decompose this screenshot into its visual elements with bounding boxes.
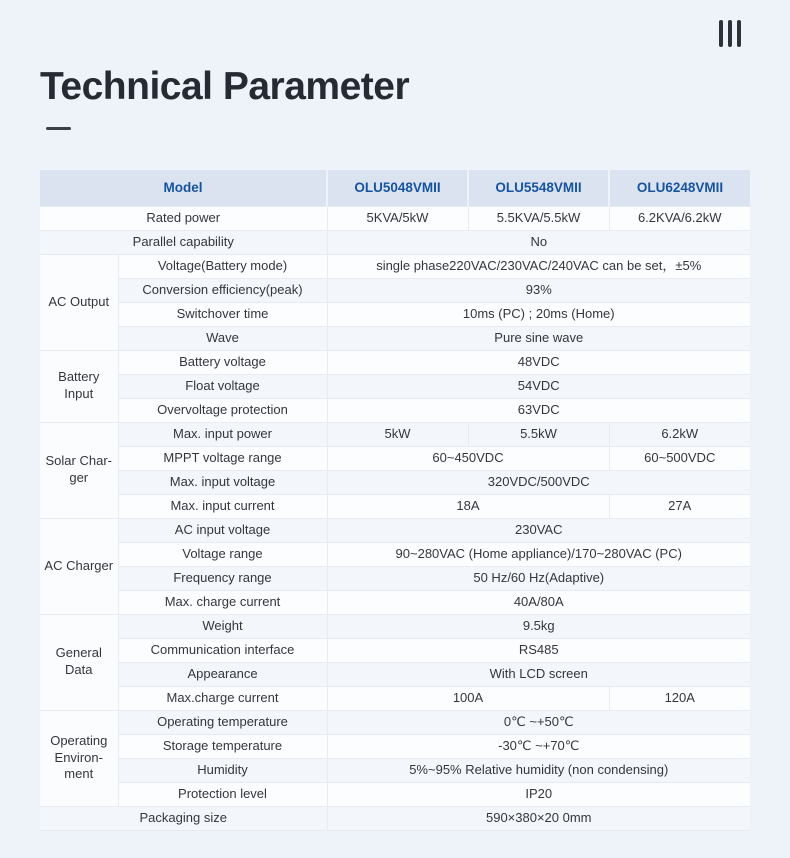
table-row <box>40 686 750 710</box>
param-label: Float voltage <box>118 374 327 398</box>
table-row <box>40 590 750 614</box>
param-label: Packaging size <box>40 806 327 830</box>
param-label: Voltage range <box>118 542 327 566</box>
category-cell: General Data <box>40 614 118 710</box>
param-value: No <box>327 230 750 254</box>
table-row <box>40 806 750 830</box>
param-label: Max.charge current <box>118 686 327 710</box>
table-row <box>40 206 750 230</box>
param-value: 320VDC/500VDC <box>327 470 750 494</box>
table-row <box>40 734 750 758</box>
param-label: Max. charge current <box>118 590 327 614</box>
param-value: 230VAC <box>327 518 750 542</box>
param-label: Storage temperature <box>118 734 327 758</box>
column-header-olu5048vmii: OLU5048VMII <box>327 170 468 206</box>
technical-parameter-table <box>40 170 750 831</box>
param-label: Conversion efficiency(peak) <box>118 278 327 302</box>
param-label: Max. input power <box>118 422 327 446</box>
param-value: 6.2kW <box>609 422 750 446</box>
param-value: 0℃ ~+50℃ <box>327 710 750 734</box>
bar-icon <box>728 20 732 47</box>
param-value: 18A <box>327 494 609 518</box>
category-cell: Solar Char-ger <box>40 422 118 518</box>
param-value: 9.5kg <box>327 614 750 638</box>
param-label: Frequency range <box>118 566 327 590</box>
param-label: Max. input voltage <box>118 470 327 494</box>
param-value: 60~450VDC <box>327 446 609 470</box>
param-value: 27A <box>609 494 750 518</box>
table-row <box>40 302 750 326</box>
param-label: Weight <box>118 614 327 638</box>
param-value: IP20 <box>327 782 750 806</box>
param-label: Communication interface <box>118 638 327 662</box>
table-row <box>40 374 750 398</box>
slide-indicator-bars-icon <box>719 20 741 47</box>
table-row <box>40 710 750 734</box>
table-row <box>40 278 750 302</box>
param-value: 5.5KVA/5.5kW <box>468 206 609 230</box>
table-row <box>40 494 750 518</box>
category-cell: Operating Environ-ment <box>40 710 118 806</box>
category-cell: Battery Input <box>40 350 118 422</box>
param-label: MPPT voltage range <box>118 446 327 470</box>
table-row <box>40 350 750 374</box>
param-label: AC input voltage <box>118 518 327 542</box>
param-value: 40A/80A <box>327 590 750 614</box>
param-value: 54VDC <box>327 374 750 398</box>
bar-icon <box>737 20 741 47</box>
table-row <box>40 614 750 638</box>
column-header-olu6248vmii: OLU6248VMII <box>609 170 750 206</box>
table-row <box>40 662 750 686</box>
param-label: Voltage(Battery mode) <box>118 254 327 278</box>
table-row <box>40 422 750 446</box>
param-value: 63VDC <box>327 398 750 422</box>
param-label: Appearance <box>118 662 327 686</box>
param-value: 93% <box>327 278 750 302</box>
param-label: Switchover time <box>118 302 327 326</box>
param-label: Max. input current <box>118 494 327 518</box>
category-cell: AC Output <box>40 254 118 350</box>
param-value: 5KVA/5kW <box>327 206 468 230</box>
page-title: Technical Parameter <box>40 65 410 108</box>
param-label: Overvoltage protection <box>118 398 327 422</box>
param-value: 5.5kW <box>468 422 609 446</box>
table-row <box>40 470 750 494</box>
param-value: 60~500VDC <box>609 446 750 470</box>
param-label: Battery voltage <box>118 350 327 374</box>
column-header-model: Model <box>40 170 327 206</box>
table-row <box>40 782 750 806</box>
param-value: 590×380×20 0mm <box>327 806 750 830</box>
table-row <box>40 566 750 590</box>
table-row <box>40 446 750 470</box>
title-underline <box>46 127 71 130</box>
table-row <box>40 230 750 254</box>
param-value: RS485 <box>327 638 750 662</box>
param-value: 100A <box>327 686 609 710</box>
param-value: single phase220VAC/230VAC/240VAC can be set，±5% <box>327 254 750 278</box>
param-label: Rated power <box>40 206 327 230</box>
column-header-olu5548vmii: OLU5548VMII <box>468 170 609 206</box>
param-value: 10ms (PC) ; 20ms (Home) <box>327 302 750 326</box>
param-value: 6.2KVA/6.2kW <box>609 206 750 230</box>
table-row <box>40 518 750 542</box>
table-row <box>40 758 750 782</box>
header-row <box>40 170 750 206</box>
param-value: 5%~95% Relative humidity (non condensing) <box>327 758 750 782</box>
param-value: -30℃ ~+70℃ <box>327 734 750 758</box>
table-row <box>40 326 750 350</box>
param-value: 90~280VAC (Home appliance)/170~280VAC (PC) <box>327 542 750 566</box>
table-row <box>40 398 750 422</box>
param-value: 120A <box>609 686 750 710</box>
table-row <box>40 542 750 566</box>
param-label: Operating temperature <box>118 710 327 734</box>
bar-icon <box>719 20 723 47</box>
param-label: Protection level <box>118 782 327 806</box>
param-label: Wave <box>118 326 327 350</box>
category-cell: AC Charger <box>40 518 118 614</box>
param-value: With LCD screen <box>327 662 750 686</box>
param-value: 50 Hz/60 Hz(Adaptive) <box>327 566 750 590</box>
table-row <box>40 638 750 662</box>
param-label: Humidity <box>118 758 327 782</box>
param-value: 5kW <box>327 422 468 446</box>
param-value: 48VDC <box>327 350 750 374</box>
param-label: Parallel capability <box>40 230 327 254</box>
table-row <box>40 254 750 278</box>
param-value: Pure sine wave <box>327 326 750 350</box>
